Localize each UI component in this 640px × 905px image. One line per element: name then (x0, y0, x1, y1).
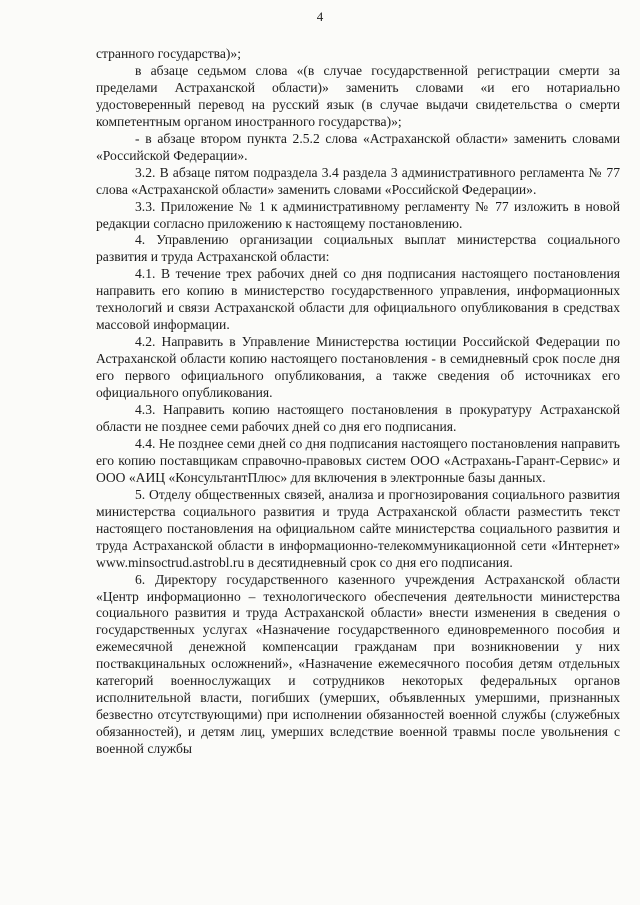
paragraph-punkt-2-5-2: - в абзаце втором пункта 2.5.2 слова «Астраханской области» заменить словами «Российской Федерации». (96, 130, 620, 163)
paragraph-3-2: 3.2. В абзаце пятом подраздела 3.4 раздела 3 административного регламента № 77 слова «Астраханской области» заменить словами «Российской Федерации». (96, 164, 620, 197)
paragraph-abzac-seven: в абзаце седьмом слова «(в случае государственной регистрации смерти за пределами Астраханской области)» заменить словами «и его нотариально удостоверенный перевод на русский язык (в случае выдачи свидетельства о смерти компетентным органом иностранного государства)»; (96, 62, 620, 129)
paragraph-continuation: странного государства)»; (96, 46, 242, 61)
paragraph-4-3: 4.3. Направить копию настоящего постановления в прокуратуру Астраханской области не позднее семи рабочих дней со дня его подписания. (96, 402, 620, 434)
paragraph-4-4: 4.4. Не позднее семи дней со дня подписания настоящего постановления направить его копию поставщикам справочно-правовых систем ООО «Астрахань-Гарант-Сервис» и ООО «АИЦ «КонсультантПлюс» для включения в электронные базы данных. (96, 435, 620, 485)
paragraph-4-2: 4.2. Направить в Управление Министерства юстиции Российской Федерации по Астраханской области копию настоящего постановления - в семидневный срок после дня его первого официального опубликования, а также сведения об источниках его официального опубликования. (96, 334, 620, 401)
document-body (96, 46, 620, 758)
paragraph-3-3: 3.3. Приложение № 1 к административному регламенту № 77 изложить в новой редакции согласно приложению к настоящему постановлению. (96, 198, 620, 231)
page-number: 4 (316, 9, 324, 24)
paragraph-4-1: 4.1. В течение трех рабочих дней со дня подписания настоящего постановления направить его копию в министерство государственного управления, информационных технологий и связи Астраханской области для официального опубликования в средствах массовой информации. (96, 266, 620, 333)
paragraph-4: 4. Управлению организации социальных выплат министерства социального развития и труда Астраханской области: (96, 232, 620, 265)
paragraph-6: 6. Директору государственного казенного учреждения Астраханской области «Центр информационно – технологического обеспечения деятельности министерства социального развития и труда Астраханской области» внести изменения в сведения о государственных услугах «Назначение государственного единовременного пособия и ежемесячной денежной компенсации гражданам при возникновении у них поствакцинальных осложнений», «Назначение ежемесячного пособия детям отдельных категорий военнослужащих и сотрудников некоторых федеральных органов исполнительной власти, погибших (умерших, объявленных умершими, признанных безвестно отсутствующими) при исполнении обязанностей военной службы (служебных обязанностей), и детям лиц, умерших вследствие военной травмы после увольнения с военной службы (96, 571, 620, 757)
paragraph-5: 5. Отделу общественных связей, анализа и прогнозирования социального развития министерства социального развития и труда Астраханской области разместить текст настоящего постановления на официальном сайте министерства социального развития и труда Астраханской области в информационно-телекоммуникационной сети «Интернет» www.minsoctrud.astrobl.ru в десятидневный срок со дня его подписания. (96, 486, 620, 570)
